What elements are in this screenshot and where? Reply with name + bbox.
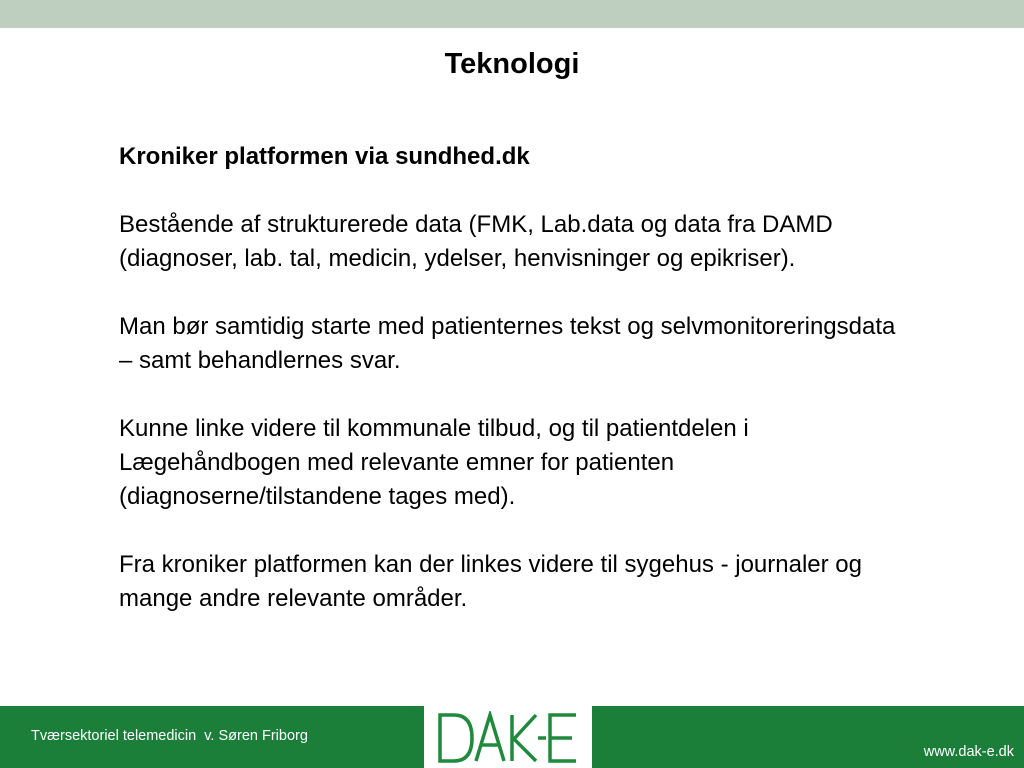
slide-content	[119, 140, 909, 650]
paragraph-hospital-journals: Fra kroniker platformen kan der linkes videre til sygehus - journaler og mange andre relevante områder.	[119, 551, 863, 612]
paragraph-links: Kunne linke videre til kommunale tilbud, og til patientdelen i Lægehåndbogen med relevante emner for patienten (diagnoserne/tilstandene tages med).	[119, 415, 749, 510]
dak-e-logo-mark	[436, 711, 584, 765]
top-accent-band	[0, 0, 1024, 28]
slide-title: Teknologi	[444, 48, 580, 80]
content-heading: Kroniker platformen via sundhed.dk	[119, 143, 530, 170]
website-url[interactable]: www.dak-e.dk	[923, 744, 1014, 760]
footer-presenter-text: Tværsektoriel telemedicin v. Søren Friborg	[31, 728, 308, 744]
dak-e-logo	[424, 706, 592, 768]
paragraph-data-sources: Bestående af strukturerede data (FMK, Lab.data og data fra DAMD (diagnoser, lab. tal, medicin, ydelser, henvisninger og epikriser).	[119, 211, 833, 272]
paragraph-patient-texts: Man bør samtidig starte med patienternes tekst og selvmonitoreringsdata – samt behandlernes svar.	[119, 313, 896, 374]
